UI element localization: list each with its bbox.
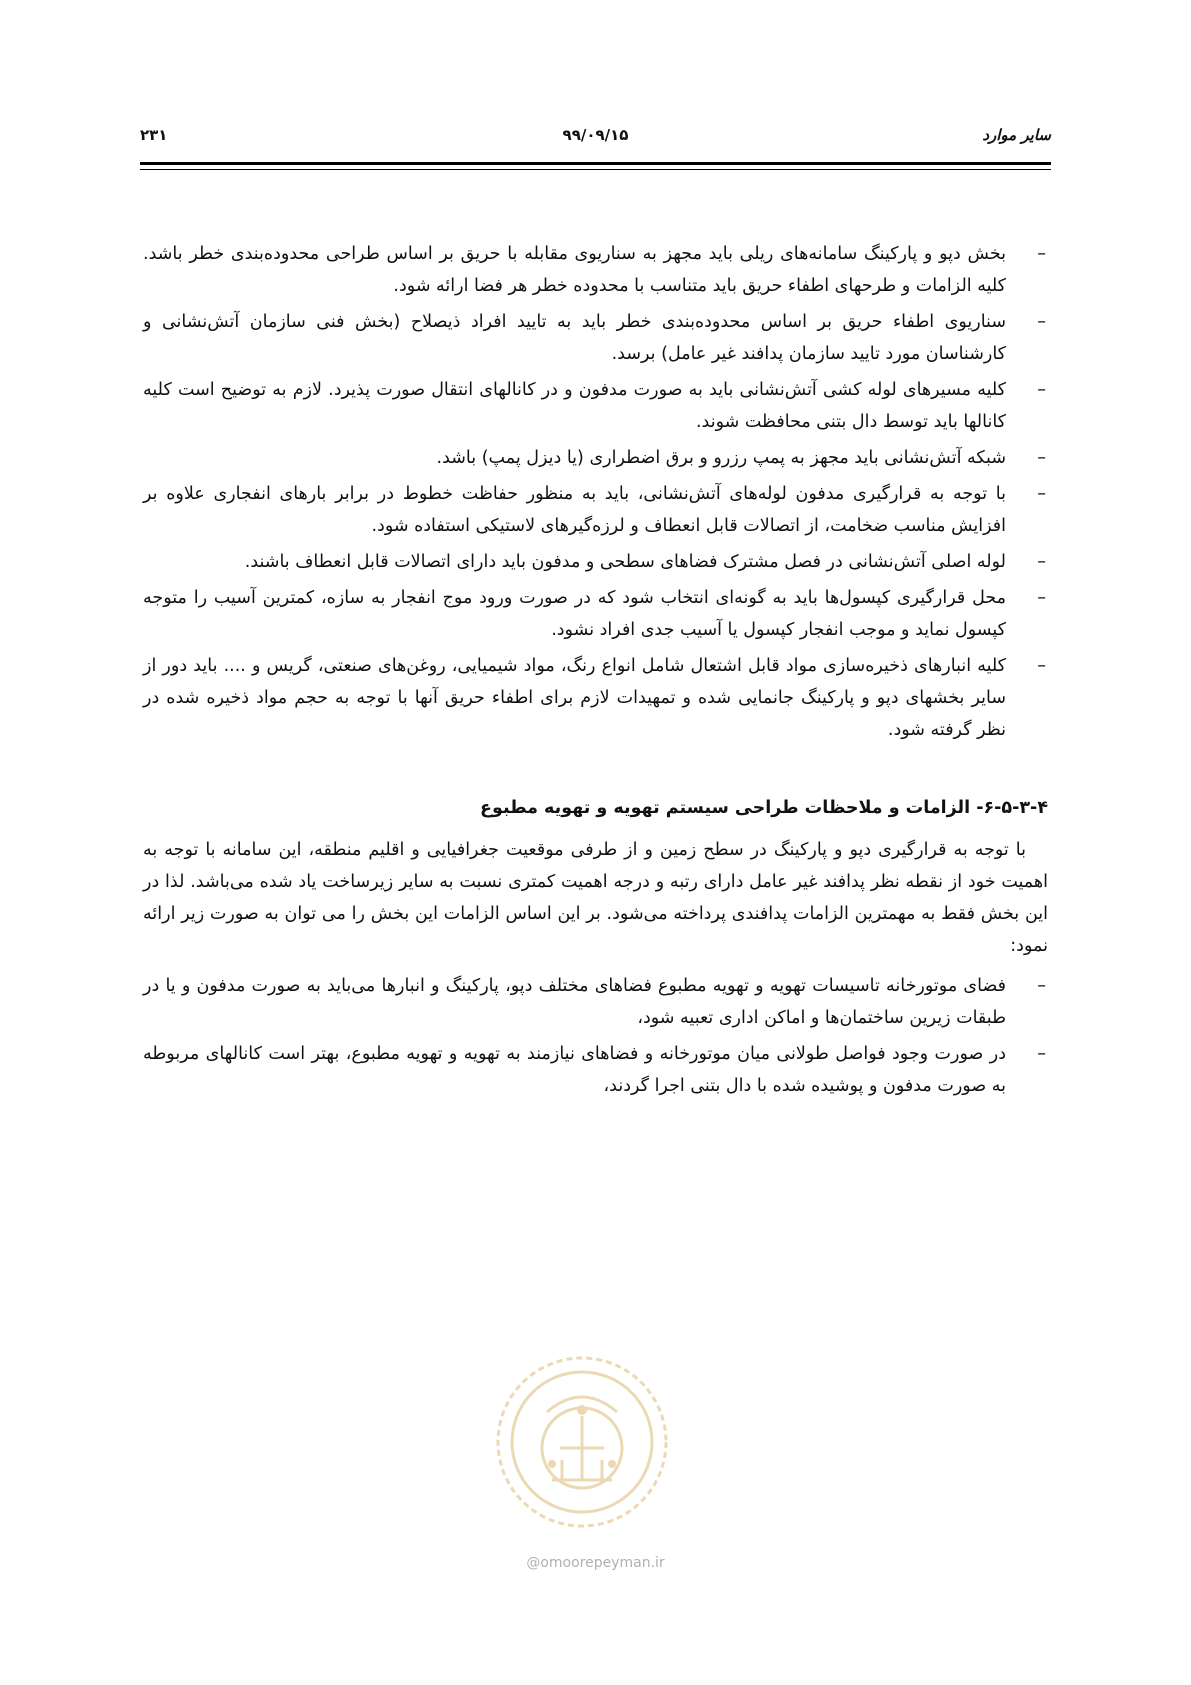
list-item-text: فضای موتورخانه تاسیسات تهویه و تهویه مطبوع فضاهای مختلف دپو، پارکینگ و انبارها می‌باید به صورت مدفون و یا در طبقات زیرین ساختمان‌ها و اماکن اداری تعبیه شود،: [143, 976, 1006, 1028]
page-header: [140, 126, 1051, 156]
fire-requirements-list: [143, 238, 1048, 746]
page-content: [143, 238, 1048, 1106]
bullet-dash: –: [1037, 312, 1046, 332]
bullet-dash: –: [1037, 448, 1046, 468]
watermark-site: @omoorepeyman.ir: [526, 1555, 665, 1571]
section-heading: ۶-۵-۳-۴- الزامات و ملاحظات طراحی سیستم تهویه و تهویه مطبوع: [480, 798, 1048, 818]
list-item: [143, 1038, 1048, 1102]
header-date: ۹۹/۰۹/۱۵: [562, 126, 629, 144]
list-item: [143, 650, 1048, 746]
list-item-text: سناریوی اطفاء حریق بر اساس محدوده‌بندی خطر باید به تایید افراد ذیصلاح (بخش فنی سازمان آتش‌نشانی و کارشناسان مورد تایید سازمان پدافند غیر عامل) برسد.: [143, 312, 1006, 364]
bullet-dash: –: [1037, 484, 1046, 504]
list-item: [143, 546, 1048, 578]
list-item: [143, 478, 1048, 542]
section-title: سایر موارد: [982, 126, 1051, 144]
seal-watermark-icon: [492, 1352, 672, 1532]
bullet-dash: –: [1037, 656, 1046, 676]
list-item: [143, 582, 1048, 646]
list-item: [143, 970, 1048, 1034]
list-item-text: لوله اصلی آتش‌نشانی در فصل مشترک فضاهای سطحی و مدفون باید دارای اتصالات قابل انعطاف باشند.: [244, 552, 1006, 572]
list-item-text: شبکه آتش‌نشانی باید مجهز به پمپ رزرو و برق اضطراری (یا دیزل پمپ) باشد.: [436, 448, 1006, 468]
bullet-dash: –: [1037, 380, 1046, 400]
header-rule-thick: [140, 162, 1051, 165]
bullet-dash: –: [1037, 588, 1046, 608]
list-item: [143, 374, 1048, 438]
list-item: [143, 442, 1048, 474]
list-item-text: کلیه مسیرهای لوله کشی آتش‌نشانی باید به صورت مدفون و در کانالهای انتقال صورت پذیرد. لازم به توضیح است کلیه کانالها باید توسط دال بتنی محافظت شوند.: [143, 380, 1006, 432]
page-number: ۲۳۱: [140, 126, 168, 144]
bullet-dash: –: [1037, 244, 1046, 264]
list-item-text: بخش دپو و پارکینگ سامانه‌های ریلی باید مجهز به سناریوی مقابله با حریق بر اساس طراحی محدوده‌بندی خطر باشد. کلیه الزامات و طرحهای اطفاء حریق باید متناسب با محدوده خطر هر فضا ارائه شود.: [143, 244, 1006, 296]
bullet-dash: –: [1037, 976, 1046, 996]
list-item-text: با توجه به قرارگیری مدفون لوله‌های آتش‌نشانی، باید به منظور حفاظت خطوط در برابر بارهای انفجاری علاوه بر افزایش مناسب ضخامت، از اتصالات قابل انعطاف و لرزه‌گیرهای لاستیکی استفاده شود.: [143, 484, 1006, 536]
list-item-text: محل قرارگیری کپسول‌ها باید به گونه‌ای انتخاب شود که در صورت ورود موج انفجار به سازه، کمترین آسیب را متوجه کپسول نماید و موجب انفجار کپسول یا آسیب جدی افراد نشود.: [143, 588, 1006, 640]
ventilation-requirements-list: [143, 970, 1048, 1102]
body-paragraph: با توجه به قرارگیری دپو و پارکینگ در سطح زمین و از طرفی موقعیت جغرافیایی و اقلیم منطقه، این سامانه با توجه به اهمیت خود از نقطه نظر پدافند غیر عامل دارای رتبه و درجه اهمیت کمتری نسبت به سایر زیرساخت یاد شده می‌باشد. لذا در این بخش فقط به مهمترین الزامات پدافندی پرداخته می‌شود. بر این اساس الزامات این بخش را می توان به صورت زیر ارائه نمود:: [143, 840, 1048, 956]
list-item: [143, 306, 1048, 370]
list-item-text: کلیه انبارهای ذخیره‌سازی مواد قابل اشتعال شامل انواع رنگ، مواد شیمیایی، روغن‌های صنعتی، گریس و .... باید دور از سایر بخشهای دپو و پارکینگ جانمایی شده و تمهیدات لازم برای اطفاء حریق آنها با توجه به حجم مواد ذخیره شده در نظر گرفته شود.: [143, 656, 1006, 740]
list-item-text: در صورت وجود فواصل طولانی میان موتورخانه و فضاهای نیازمند به تهویه و تهویه مطبوع، بهتر است کانالهای مربوطه به صورت مدفون و پوشیده شده با دال بتنی اجرا گردند،: [143, 1044, 1006, 1096]
list-item: [143, 238, 1048, 302]
bullet-dash: –: [1037, 1044, 1046, 1064]
header-rule-thin: [140, 169, 1051, 170]
bullet-dash: –: [1037, 552, 1046, 572]
